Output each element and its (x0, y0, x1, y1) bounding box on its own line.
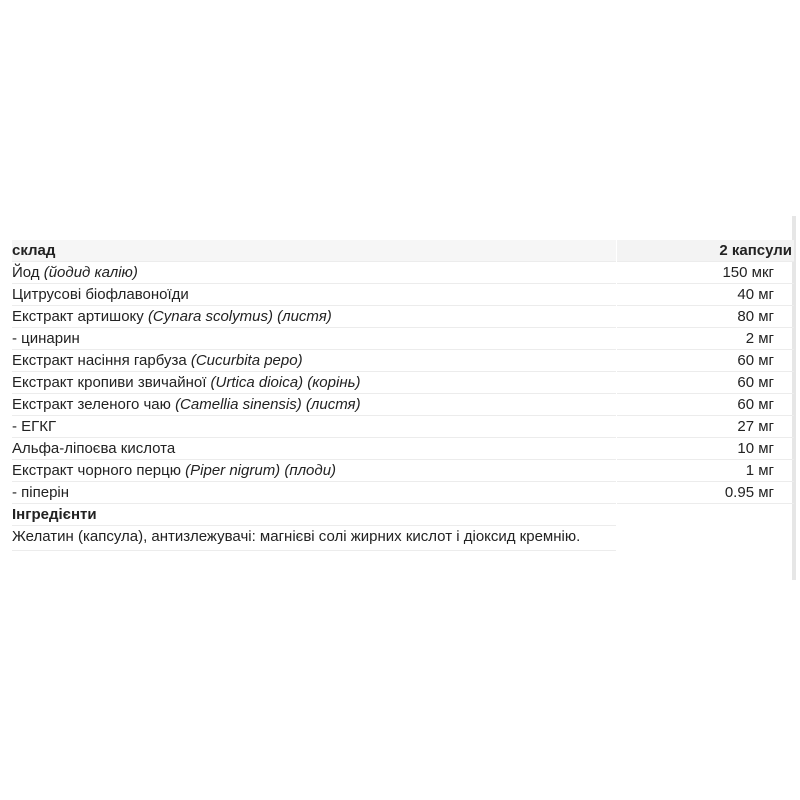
row-dose: 1 мг (617, 460, 794, 482)
table-row (9, 482, 794, 504)
row-name: Екстракт артишоку (Cynara scolymus) (листя) (12, 306, 616, 328)
row-name: - цинарин (12, 328, 616, 350)
table-row (9, 262, 794, 284)
table-row (9, 372, 794, 394)
table-row (9, 460, 794, 482)
header-serving: 2 капсули (617, 240, 794, 262)
row-name: - ЕГКГ (12, 416, 616, 438)
row-name: Екстракт насіння гарбуза (Cucurbita pepo) (12, 350, 616, 372)
row-dose: 40 мг (617, 284, 794, 306)
row-dose: 60 мг (617, 394, 794, 416)
row-name: Цитрусові біофлавоноїди (12, 284, 616, 306)
table-row (9, 306, 794, 328)
row-name: Екстракт зеленого чаю (Camellia sinensis) (листя) (12, 394, 616, 416)
row-name: Екстракт чорного перцю (Piper nigrum) (плоди) (12, 460, 616, 482)
table-row (9, 328, 794, 350)
ingredients-heading: Інгредієнти (9, 504, 794, 526)
row-dose: 27 мг (617, 416, 794, 438)
row-dose: 10 мг (617, 438, 794, 460)
row-dose: 60 мг (617, 350, 794, 372)
row-dose: 80 мг (617, 306, 794, 328)
composition-table (9, 240, 794, 551)
row-dose: 0.95 мг (617, 482, 794, 504)
table-row (9, 284, 794, 306)
row-name: Альфа-ліпоєва кислота (12, 438, 616, 460)
row-dose: 60 мг (617, 372, 794, 394)
row-dose: 150 мкг (617, 262, 794, 284)
table-row (9, 350, 794, 372)
row-name: Йод (йодид калію) (12, 262, 616, 284)
ingredients-text: Желатин (капсула), антизлежувачі: магнієві солі жирних кислот і діоксид кремнію. (12, 526, 616, 551)
table-row (9, 438, 794, 460)
table-row (9, 416, 794, 438)
row-name: - піперін (12, 482, 616, 504)
table-header-row (9, 240, 794, 262)
table-row (9, 394, 794, 416)
row-dose: 2 мг (617, 328, 794, 350)
row-name: Екстракт кропиви звичайної (Urtica dioica) (корінь) (12, 372, 616, 394)
header-composition: склад (12, 240, 616, 262)
